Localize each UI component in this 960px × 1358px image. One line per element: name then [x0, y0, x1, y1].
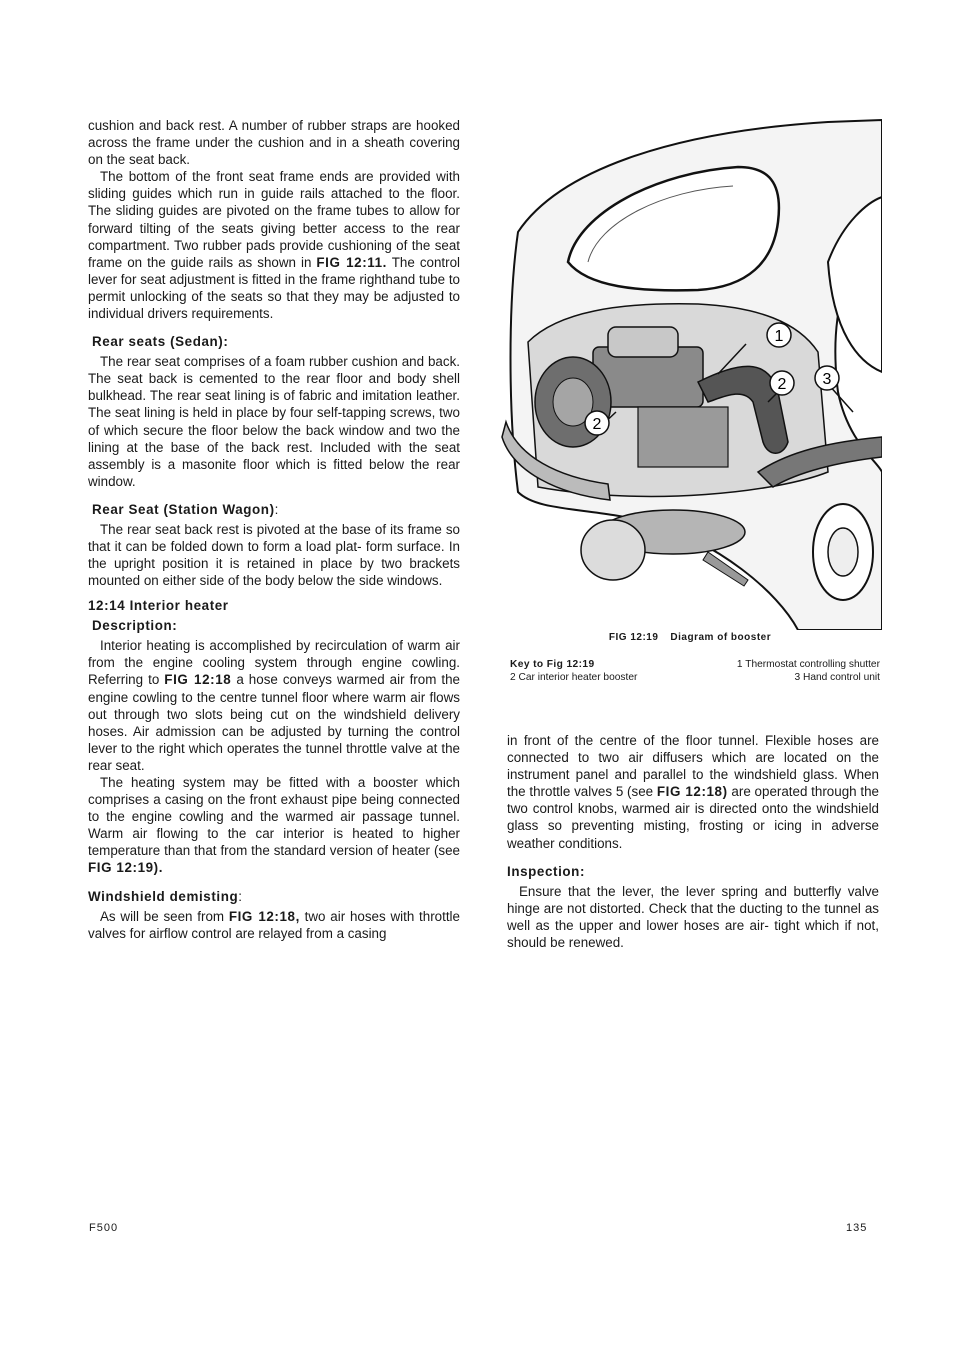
paragraph-demisting: As will be seen from FIG 12:18, two air hoses with throttle valves for airflow control are relayed from a casing: [88, 908, 460, 941]
key-item-3: 3 Hand control unit: [794, 671, 880, 683]
figure-reference: FIG 12:18,: [228, 908, 300, 924]
heading-rear-seats-sedan: Rear seats (Sedan):: [92, 334, 229, 350]
booster-diagram: [498, 112, 882, 630]
callout-1: [767, 323, 791, 347]
svg-text:2: 2: [777, 376, 787, 393]
callout-3: [815, 366, 839, 390]
callout-2-engine: [585, 411, 609, 435]
paragraph-description-2: The heating system may be fitted with a booster which comprises a casing on the front exhaust pipe being connected to the engine cowling and the warmed air passage tunnel. Warm air flowing to the car interior is heated to higher temperature than that from the standard version of heater (see FIG 12:19).: [88, 775, 460, 876]
key-item-2: 2 Car interior heater booster: [510, 671, 638, 683]
svg-text:3: 3: [822, 371, 832, 388]
left-column: [88, 117, 460, 942]
figure-reference: FIG 12:11.: [316, 254, 387, 270]
page-number: 135: [846, 1222, 868, 1234]
heading-rear-seat-wagon: Rear Seat (Station Wagon):: [92, 501, 279, 517]
caption-label: FIG 12:19: [608, 632, 659, 643]
heading-inspection: Inspection:: [507, 863, 586, 879]
key-label: Key to Fig 12:19: [510, 659, 595, 670]
key-item-1: 1 Thermostat controlling shutter: [736, 659, 880, 670]
figure-reference: FIG 12:18): [656, 784, 728, 800]
callout-2: [770, 371, 794, 395]
heading-windshield-demisting: Windshield demisting:: [88, 888, 243, 904]
svg-text:2: 2: [592, 416, 602, 433]
engine-compartment-illustration: [498, 112, 882, 630]
figure-reference: FIG 12:18: [164, 672, 232, 688]
paragraph-description-1: Interior heating is accomplished by recirculation of warm air from the engine cooling system through engine cowling. Referring to FIG 12:18 a hose conveys warmed air from the engine cowling to the centre tunnel floor where warm air flows out through two slots being cut on the windshield delivery hoses. Air admission can be adjusted by turning the control lever to the right which operates the tunnel throttle valve at the rear seat.: [88, 638, 460, 773]
caption-title: Diagram of booster: [670, 632, 772, 643]
figure-reference: FIG 12:19).: [88, 860, 164, 876]
paragraph-front-seat: The bottom of the front seat frame ends are provided with sliding guides which run in guide rails attached to the floor. The sliding guides are pivoted on the frame tubes to allow for forward tilting of the seats giving better access to the rear compartment. Two rubber pads provide cushioning of the seat frame on the guide rails as shown in FIG 12:11. The control lever for seat adjustment is fitted in the frame righthand tube to permit unlocking of the seats so that they may be adjusted to individual drivers requirements.: [88, 169, 461, 322]
paragraph-demisting-continued: in front of the centre of the floor tunnel. Flexible hoses are connected to two air diffusers which are located on the instrument panel and parallel to the windshield glass. When the throttle valves 5 (see FIG 12:18) are operated through the two control knobs, warmed air is directed onto the windshield glass so preventing misting, frosting or icing in adverse weather conditions.: [507, 733, 879, 851]
paragraph-rear-seat-wagon: The rear seat back rest is pivoted at the base of its frame so that it can be folded down to form a load plat- form surface. In the upright position it is retained in place by two brackets mounted on either side of the body below the side windows.: [88, 521, 460, 589]
figure-key: [510, 659, 880, 684]
paragraph-inspection: Ensure that the lever, the lever spring and butterfly valve hinge are not distorted. Check that the ducting to the tunnel as well as the upper and lower hoses are air- tight which if not, should be renewed.: [507, 883, 879, 950]
figure-caption: [498, 632, 882, 643]
footer-model: F500: [89, 1222, 119, 1234]
right-column: [507, 732, 879, 951]
paragraph-rear-seats-sedan: The rear seat comprises of a foam rubber cushion and back. The seat back is cemented to the rear floor and body shell bulkhead. The rear seat lining is of fabric and imitation leather. The seat lining is held in place by four self-tapping screws, two of which secure the floor below the back window and two the lining at the base of the back rest. Included with the seat assembly is a masonite floor which is fitted below the rear window.: [88, 354, 460, 489]
svg-text:1: 1: [774, 328, 784, 345]
heading-section-interior-heater: 12:14 Interior heater: [88, 598, 229, 614]
paragraph-seat-continued: cushion and back rest. A number of rubber straps are hooked across the frame under the cushion and in a sheath covering on the seat back.: [88, 118, 460, 168]
heading-description: Description:: [92, 618, 178, 634]
